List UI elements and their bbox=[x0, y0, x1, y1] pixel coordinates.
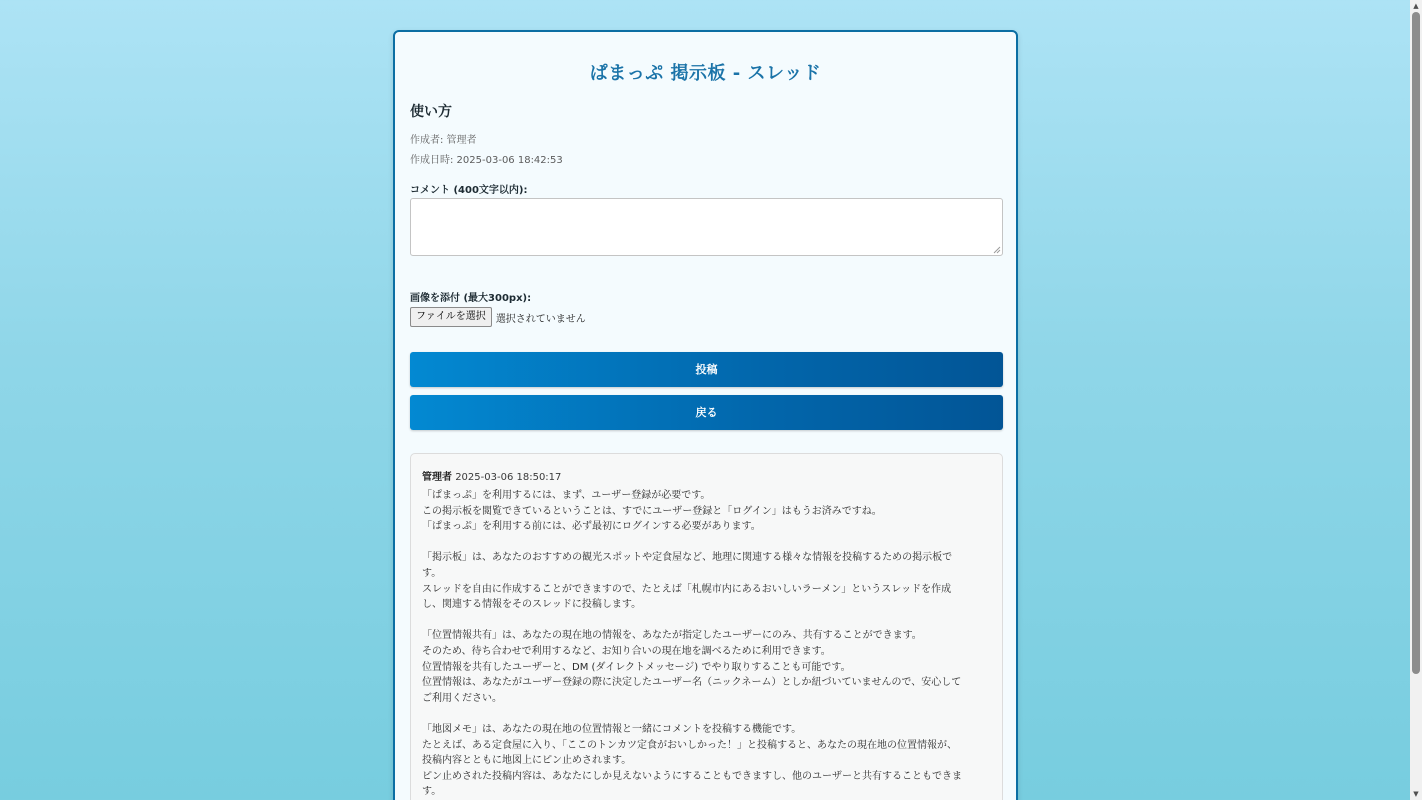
comment-input[interactable] bbox=[410, 198, 1003, 256]
post-line: たとえば、ある定食屋に入り、「ここのトンカツ定食がおいしかった！」と投稿すると、あなたの現在地の位置情報が、 bbox=[422, 739, 957, 751]
page-scrollbar[interactable] bbox=[1410, 0, 1422, 800]
page-title: ぱまっぷ 掲示板 - スレッド bbox=[589, 63, 822, 84]
post-line: す。 bbox=[422, 786, 442, 798]
post-line bbox=[422, 535, 991, 551]
post-line: 「地図メモ」は、あなたの現在地の位置情報と一緒にコメントを投稿する機能です。 bbox=[422, 723, 802, 735]
scroll-down-arrow-icon[interactable]: ▼ bbox=[1413, 790, 1419, 798]
post-author: 管理者 bbox=[422, 472, 452, 483]
scroll-up-arrow-icon[interactable]: ▲ bbox=[1413, 2, 1419, 10]
post-line: す。 bbox=[422, 567, 442, 579]
post-line: 「ぱまっぷ」を利用するには、まず、ユーザー登録が必要です。 bbox=[422, 490, 711, 501]
post-button[interactable]: 投稿 bbox=[410, 352, 1003, 387]
thread-title: 使い方 bbox=[410, 104, 452, 120]
post-header bbox=[422, 468, 991, 486]
post-line: この掲示板を閲覧できているということは、すでにユーザー登録と「ログイン」はもうお済みですね。 bbox=[422, 505, 882, 517]
thread-card bbox=[393, 30, 1018, 800]
file-input bbox=[410, 307, 586, 327]
scrollbar-thumb[interactable] bbox=[1412, 12, 1420, 674]
post-line: 「掲示板」は、あなたのおすすめの観光スポットや定食屋など、地理に関連する様々な情報を投稿するための掲示板で bbox=[422, 552, 953, 564]
post-line: 「位置情報共有」は、あなたの現在地の情報を、あなたが指定したユーザーにのみ、共有することができます。 bbox=[422, 630, 922, 642]
comment-label: コメント (400文字以内): bbox=[410, 185, 528, 196]
post-line: 投稿内容とともに地図上にピン止めされます。 bbox=[422, 755, 632, 767]
post-line: 位置情報は、あなたがユーザー登録の際に決定したユーザー名（ニックネーム）としか紐づいていませんので、安心して bbox=[422, 677, 962, 689]
thread-created-date: 作成日時: 2025-03-06 18:42:53 bbox=[410, 155, 563, 166]
image-attach-label: 画像を添付 (最大300px): bbox=[410, 293, 532, 304]
resize-grip-icon[interactable] bbox=[993, 246, 1001, 254]
choose-file-button[interactable]: ファイルを選択 bbox=[410, 307, 492, 327]
post-line: 「ぱまっぷ」を利用する前には、必ず最初にログインする必要があります。 bbox=[422, 521, 761, 533]
file-status-text: 選択されていません bbox=[495, 313, 586, 325]
back-button[interactable]: 戻る bbox=[410, 395, 1003, 430]
post-item bbox=[410, 453, 1003, 800]
post-line: し、関連する情報をそのスレッドに投稿します。 bbox=[422, 599, 642, 611]
post-timestamp: 2025-03-06 18:50:17 bbox=[455, 472, 562, 483]
post-body bbox=[422, 488, 991, 800]
post-line: そのため、待ち合わせで利用するなど、お知り合いの現在地を調べるために利用できます。 bbox=[422, 645, 831, 657]
post-line: 位置情報を共有したユーザーと、DM (ダイレクトメッセージ) でやり取りすることも可能です。 bbox=[422, 661, 851, 673]
post-line bbox=[422, 613, 991, 629]
post-line: スレッドを自由に作成することができますので、たとえば「札幌市内にあるおいしいラーメン」というスレッドを作成 bbox=[422, 583, 952, 595]
thread-author: 作成者: 管理者 bbox=[410, 135, 477, 146]
post-line: ピン止めされた投稿内容は、あなたにしか見えないようにすることもできますし、他のユーザーと共有することもできま bbox=[422, 770, 962, 782]
post-line: ご利用ください。 bbox=[422, 692, 502, 704]
post-line bbox=[422, 706, 991, 722]
